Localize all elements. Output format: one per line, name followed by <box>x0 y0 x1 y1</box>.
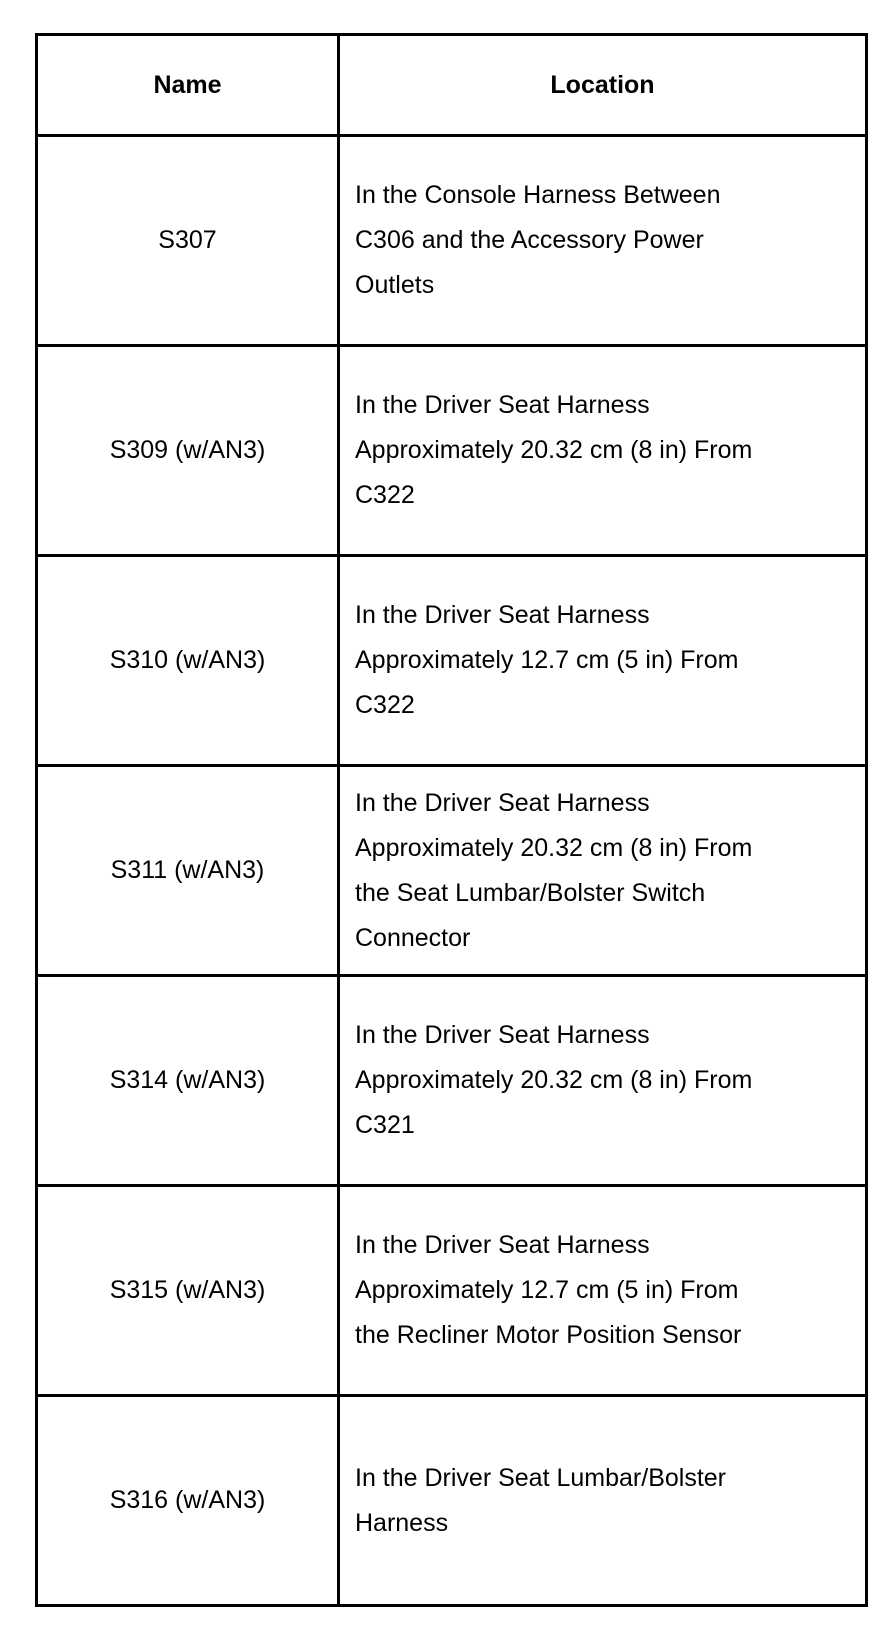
table-row <box>37 556 867 766</box>
table-row <box>37 1186 867 1396</box>
splice-name-cell: S315 (w/AN3) <box>37 1186 339 1396</box>
splice-name-cell: S309 (w/AN3) <box>37 346 339 556</box>
splice-name-cell: S316 (w/AN3) <box>37 1396 339 1606</box>
table-body <box>37 136 867 1606</box>
column-header-location: Location <box>339 35 867 136</box>
header-row <box>37 35 867 136</box>
table-row <box>37 1396 867 1606</box>
location-line: C322 <box>355 691 415 719</box>
location-line: C322 <box>355 481 415 509</box>
splice-location-cell <box>339 1186 867 1396</box>
location-line: In the Driver Seat Lumbar/Bolster <box>355 1463 726 1492</box>
splice-location-cell <box>339 346 867 556</box>
splice-name-cell: S307 <box>37 136 339 346</box>
splice-name-cell: S310 (w/AN3) <box>37 556 339 766</box>
location-line: C306 and the Accessory Power <box>355 226 704 254</box>
location-line: Approximately 20.32 cm (8 in) From <box>355 833 753 862</box>
location-line: the Seat Lumbar/Bolster Switch <box>355 878 706 907</box>
column-header-name: Name <box>37 35 339 136</box>
table-row <box>37 346 867 556</box>
splice-name-cell: S311 (w/AN3) <box>37 766 339 976</box>
splice-location-cell <box>339 136 867 346</box>
splice-name-cell: S314 (w/AN3) <box>37 976 339 1186</box>
location-line: In the Driver Seat Harness <box>355 601 650 629</box>
location-line: In the Console Harness Between <box>355 181 721 209</box>
location-line: Outlets <box>355 271 435 299</box>
location-line: Approximately 12.7 cm (5 in) From <box>355 646 739 674</box>
splice-location-cell <box>339 766 867 976</box>
splice-location-cell <box>339 1396 867 1606</box>
location-line: the Recliner Motor Position Sensor <box>355 1321 742 1349</box>
splice-location-cell <box>339 556 867 766</box>
table-row <box>37 976 867 1186</box>
location-line: In the Driver Seat Harness <box>355 1021 650 1049</box>
location-line: In the Driver Seat Harness <box>355 788 650 817</box>
location-line: Approximately 12.7 cm (5 in) From <box>355 1276 739 1304</box>
table-row <box>37 136 867 346</box>
table-header <box>37 35 867 136</box>
table-row <box>37 766 867 976</box>
location-line: In the Driver Seat Harness <box>355 391 650 419</box>
location-line: Approximately 20.32 cm (8 in) From <box>355 1066 753 1094</box>
location-line: Approximately 20.32 cm (8 in) From <box>355 436 753 464</box>
location-line: C321 <box>355 1111 415 1139</box>
location-line: Harness <box>355 1508 449 1537</box>
location-line: In the Driver Seat Harness <box>355 1231 650 1259</box>
location-line: Connector <box>355 923 471 952</box>
splice-location-cell <box>339 976 867 1186</box>
splice-location-table <box>35 33 868 1607</box>
